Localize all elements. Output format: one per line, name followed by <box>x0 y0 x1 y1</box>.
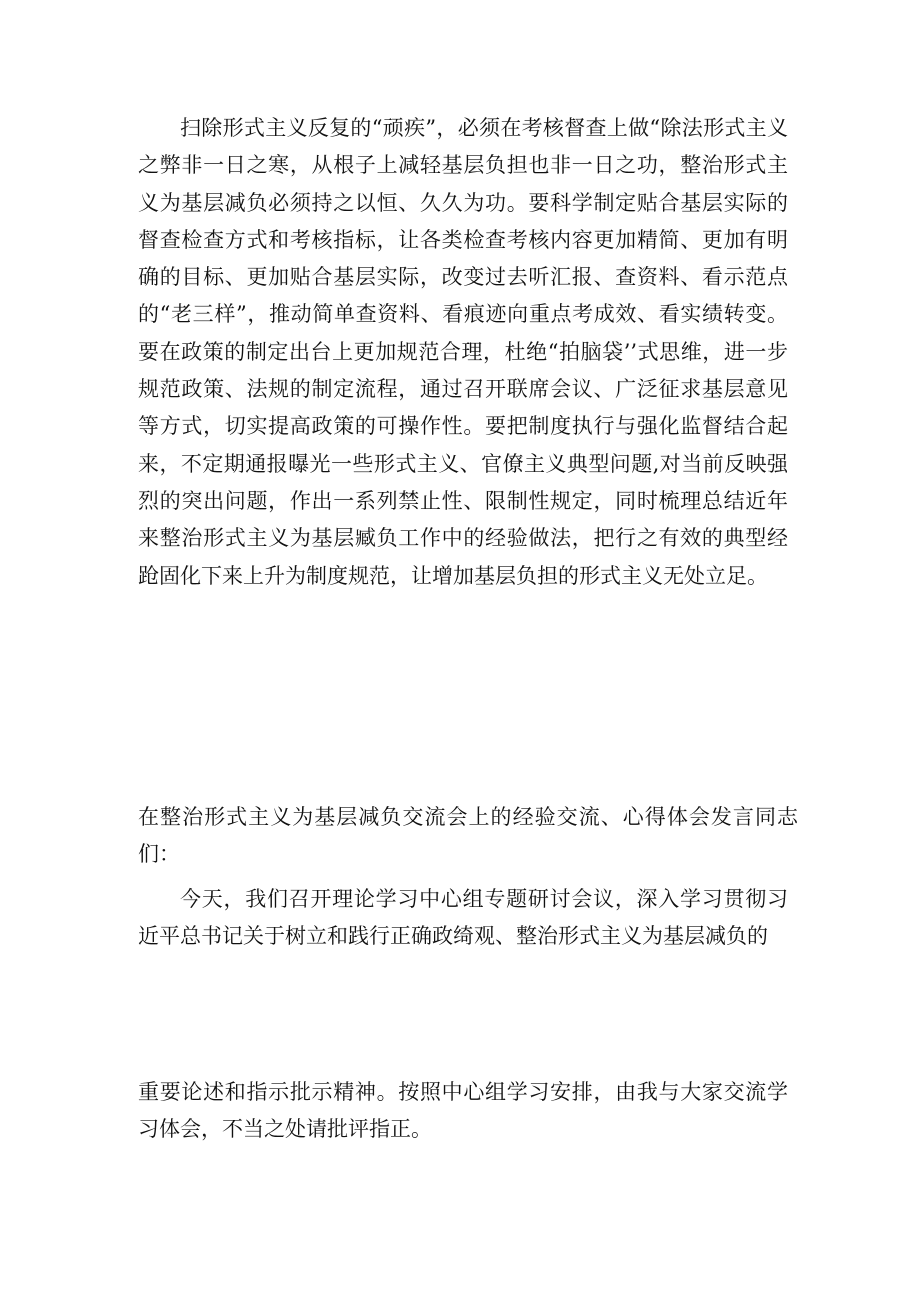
paragraph-title-line: 在整治形式主义为基层减负交流会上的经验交流、心得体会发言同志们： <box>138 805 798 867</box>
paragraph-body-3: 重要论述和指示批示精神。按照中心组学习安排，由我与大家交流学习体会，不当之处请批评指正。 <box>138 1080 788 1142</box>
document-page <box>138 110 798 1142</box>
paragraph-body-1: 扫除形式主义反复的“顽疾”，必须在考核督查上做“除法形式主义之弊非一日之寒，从根子上减轻基层负担也非一日之功，整治形式主义为基层减负必须持之以恒、久久为功。要科学制定贴合基层实际的督查检查方式和考核指标，让各类检查考核内容更加精简、更加有明确的目标、更加贴合基层实际，改变过去听汇报、查资料、看示范点的“老三样”，推动简单查资料、看痕迹向重点考成效、看实绩转变。要在政策的制定出台上更加规范合理，杜绝“拍脑袋’’式思维，进一步规范政策、法规的制定流程，通过召开联席会议、广泛征求基层意见等方式，切实提高政策的可操作性。要把制度执行与强化监督结合起来，不定期通报曝光一些形式主义、官僚主义典型问题,对当前反映强烈的突出问题，作出一系列禁止性、限制性规定，同时梳理总结近年来整治形式主义为基层臧负工作中的经验做法，把行之有效的典型经跄固化下来上升为制度规范，让增加基层负担的形式主义无处立足。 <box>138 116 788 588</box>
paragraph-body-2: 今天，我们召开理论学习中心组专题研讨会议，深入学习贯彻习近平总书记关于树立和践行正确政绮观、整治形式主义为基层减负的 <box>138 887 788 949</box>
